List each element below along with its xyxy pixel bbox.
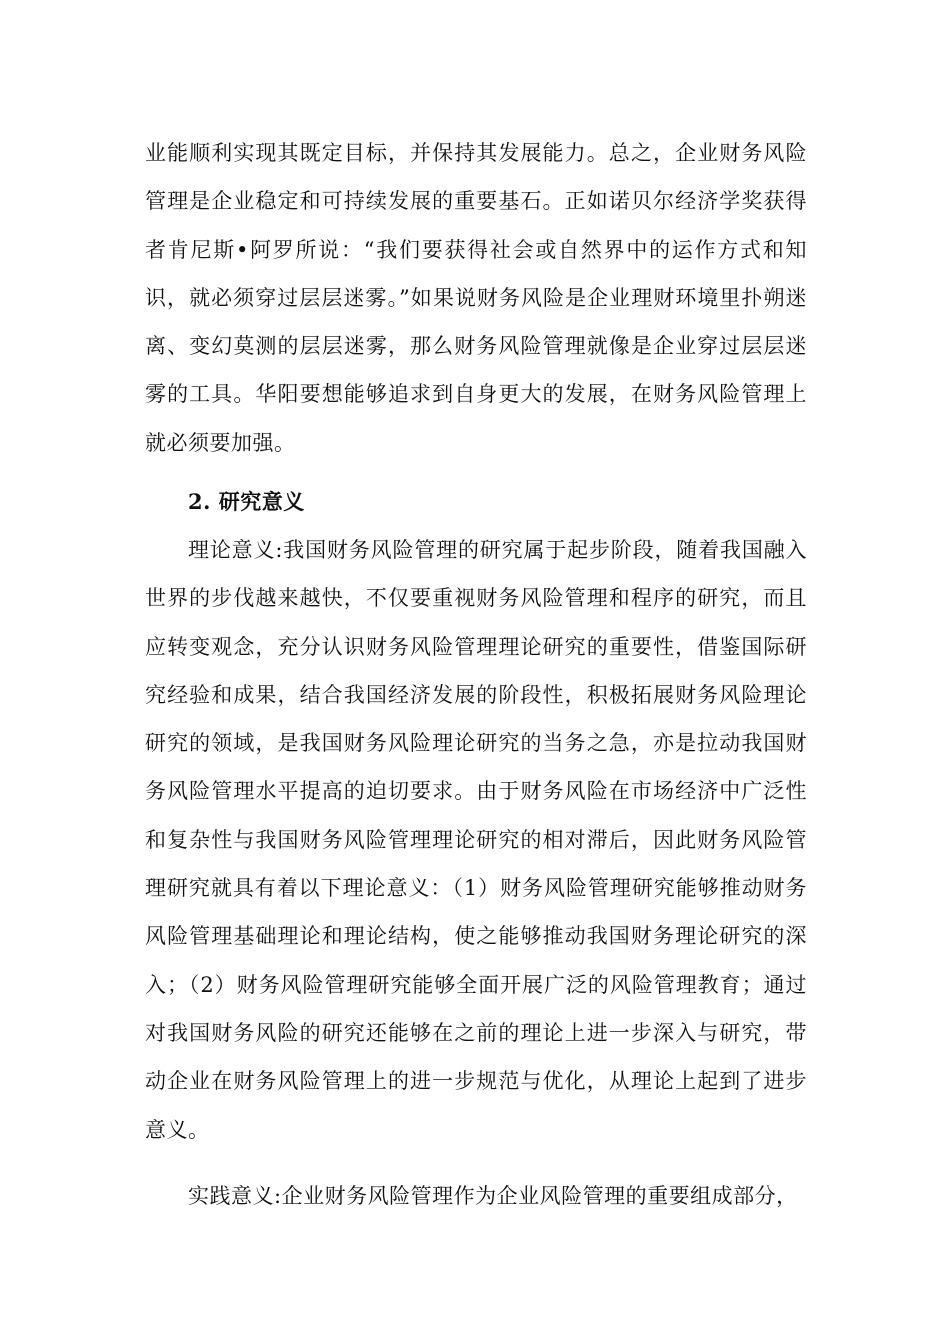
paragraph-theoretical-significance: 理论意义:我国财务风险管理的研究属于起步阶段，随着我国融入世界的步伐越来越快，不仅要重视财务风险管理和程序的研究，而且应转变观念，充分认识财务风险管理理论研究的重要性，借鉴国际研究经验和成果，结合我国经济发展的阶段性，积极拓展财务风险理论研究的领域，是我国财务风险理论研究的当务之急，亦是拉动我国财务风险管理水平提高的迫切要求。由于财务风险在市场经济中广泛性和复杂性与我国财务风险管理理论研究的相对滞后，因此财务风险管理研究就具有着以下理论意义：（1）财务风险管理研究能够推动财务风险管理基础理论和理论结构，使之能够推动我国财务理论研究的深入；（2）财务风险管理研究能够全面开展广泛的风险管理教育；通过对我国财务风险的研究还能够在之前的理论上进一步深入与研究，带动企业在财务风险管理上的进一步规范与优化，从理论上起到了进步意义。 xyxy=(145,538,807,1142)
paragraph-continued: 业能顺利实现其既定目标，并保持其发展能力。总之，企业财务风险管理是企业稳定和可持续发展的重要基石。正如诺贝尔经济学奖获得者肯尼斯•阿罗所说：“我们要获得社会或自然界中的运作方式和知识，就必须穿过层层迷雾。”如果说财务风险是企业理财环境里扑朔迷离、变幻莫测的层层迷雾，那么财务风险管理就像是企业穿过层层迷雾的工具。华阳要想能够追求到自身更大的发展，在财务风险管理上就必须要加强。 xyxy=(145,141,807,455)
paragraph-practical-significance: 实践意义:企业财务风险管理作为企业风险管理的重要组成部分， xyxy=(188,1184,798,1208)
section-heading: 2. 研究意义 xyxy=(188,489,305,514)
